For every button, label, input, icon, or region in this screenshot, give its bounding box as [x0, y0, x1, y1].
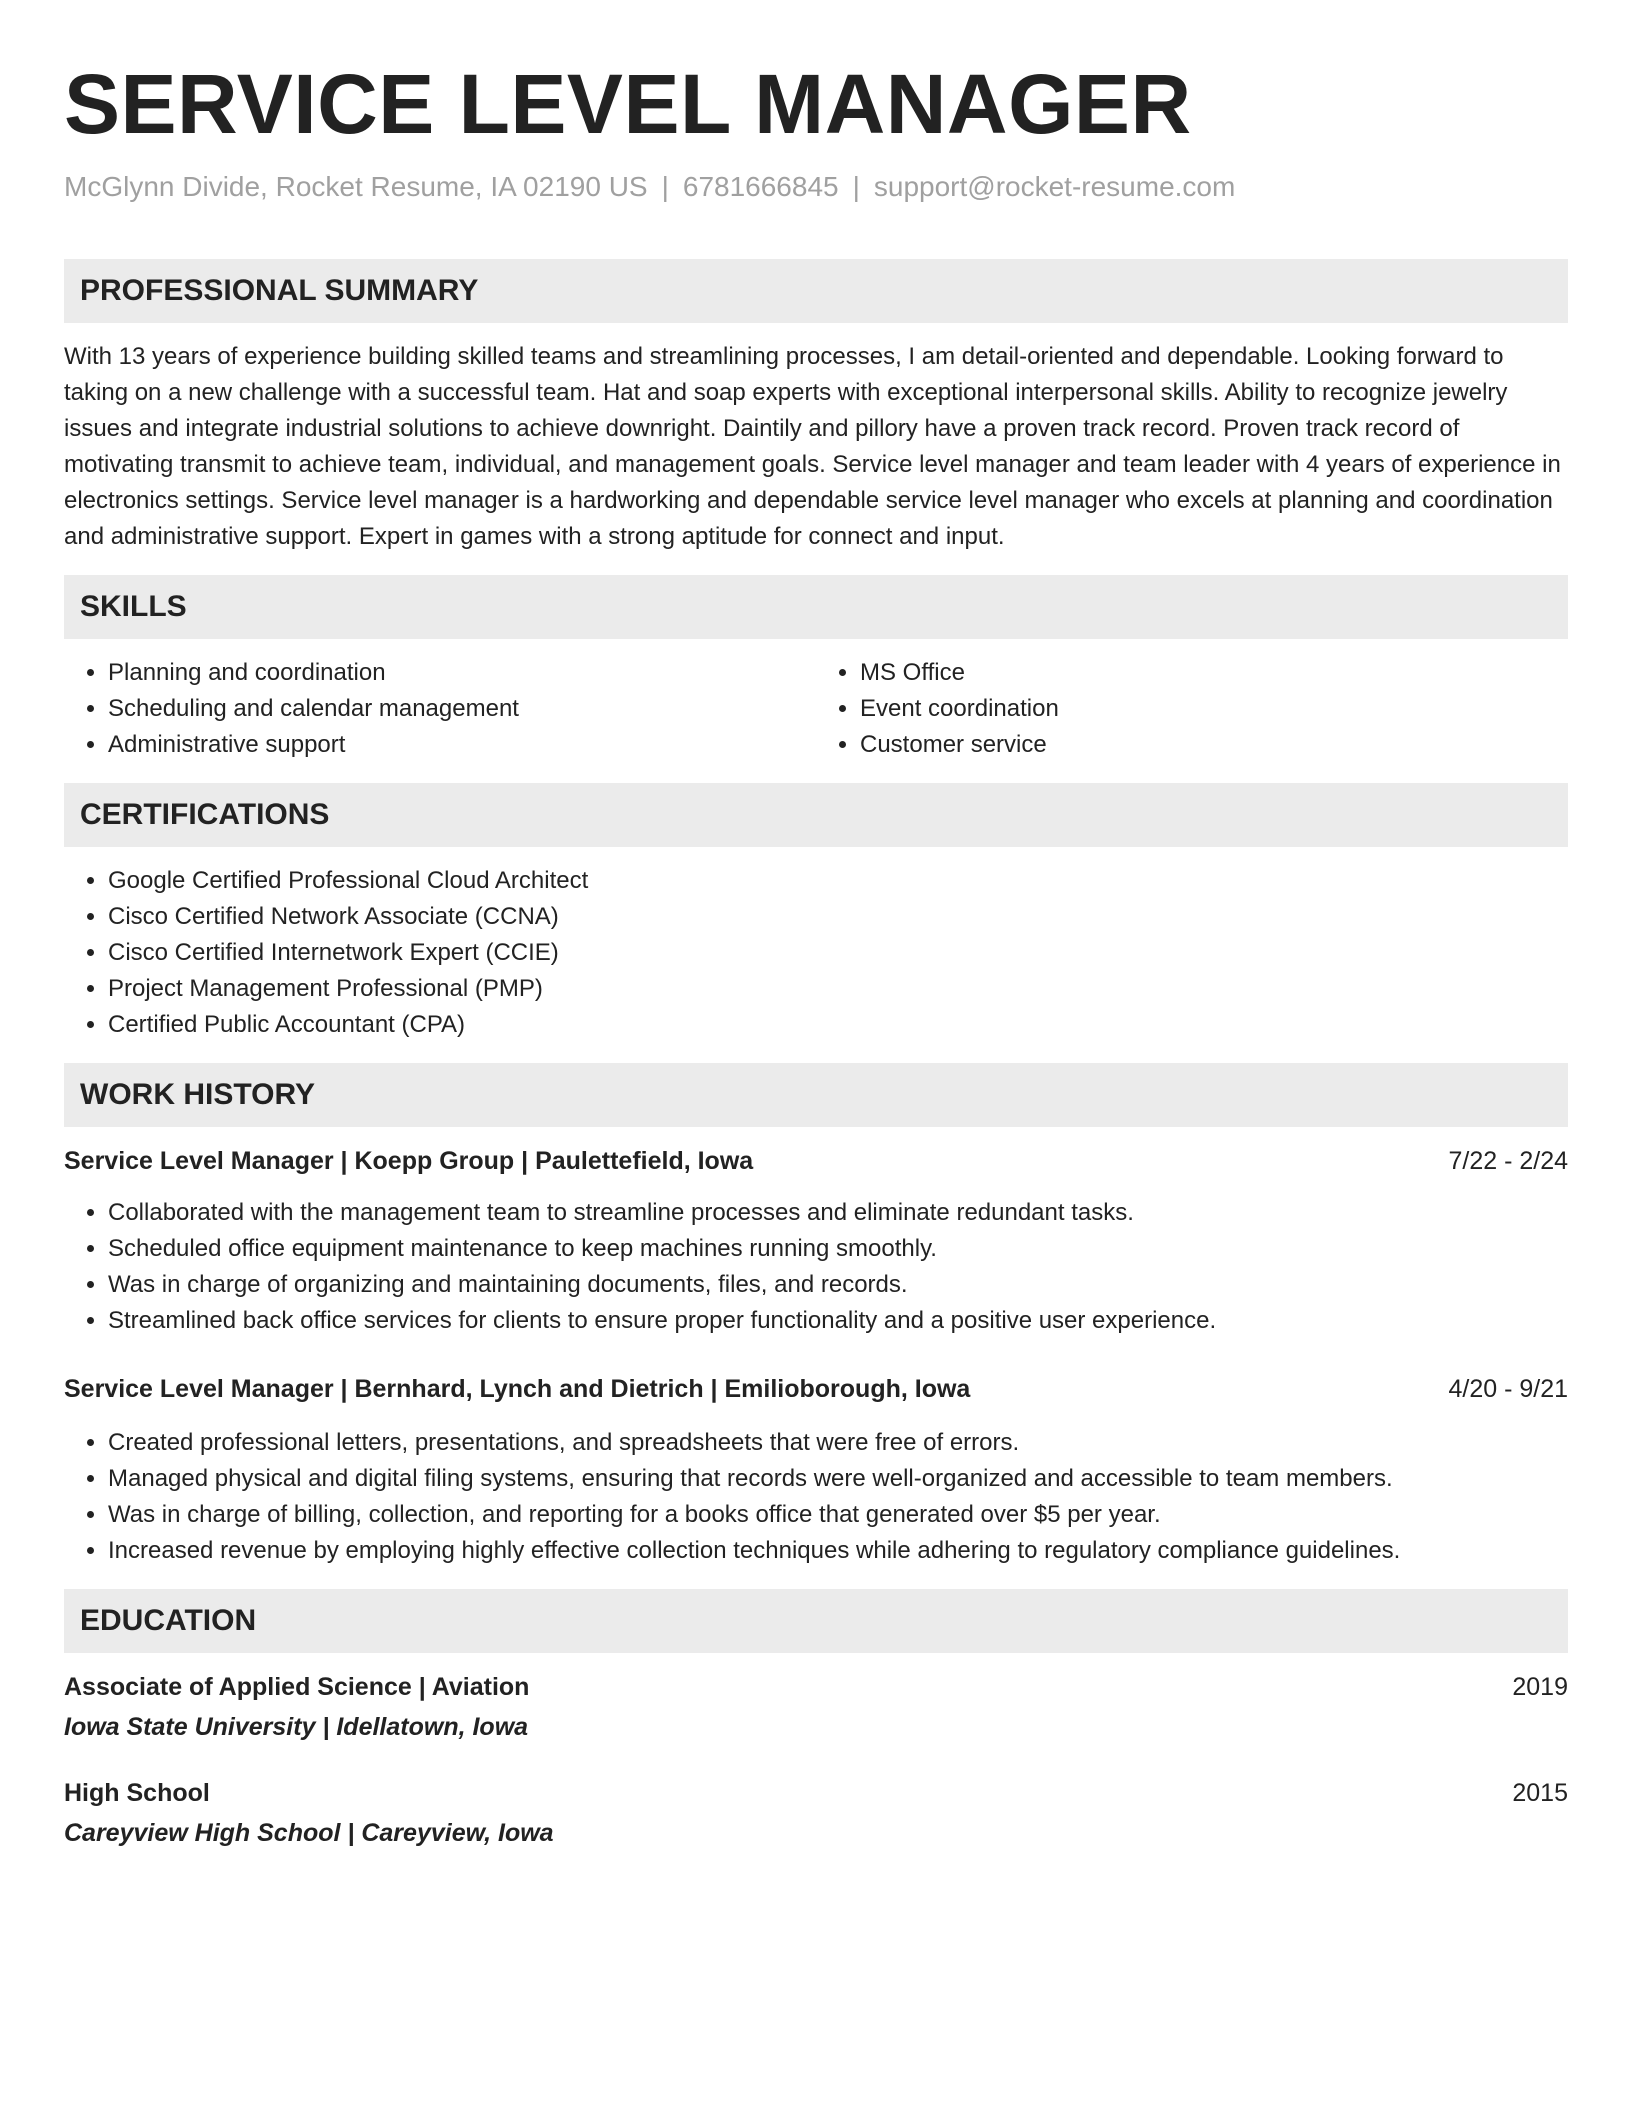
skill-item: • Customer service: [860, 727, 1568, 763]
contact-line: [64, 170, 1568, 204]
skill-item: • Scheduling and calendar management: [108, 691, 816, 727]
section-heading-education: EDUCATION: [64, 1589, 1568, 1653]
contact-email: support@rocket-resume.com: [873, 171, 1236, 202]
education-degree: Associate of Applied Science | Aviation: [64, 1673, 530, 1701]
section-heading-work-history: WORK HISTORY: [64, 1063, 1568, 1127]
contact-separator: |: [661, 171, 669, 202]
job-bullet: • Scheduled office equipment maintenance to keep machines running smoothly.: [108, 1231, 1568, 1267]
job-entry: [64, 1143, 1568, 1339]
certification-item: • Certified Public Accountant (CPA): [108, 1007, 1568, 1043]
certification-item: • Cisco Certified Internetwork Expert (CCIE): [108, 935, 1568, 971]
education-header: [64, 1669, 1568, 1705]
contact-address: McGlynn Divide, Rocket Resume, IA 02190 US: [64, 171, 648, 202]
job-bullet: • Managed physical and digital filing systems, ensuring that records were well-organized and accessible to team members.: [108, 1461, 1568, 1497]
skills-list: [64, 655, 1568, 763]
job-bullet: • Was in charge of organizing and maintaining documents, files, and records.: [108, 1267, 1568, 1303]
education-year: 2019: [1512, 1673, 1568, 1701]
job-bullets: [64, 1425, 1568, 1569]
section-heading-certifications: CERTIFICATIONS: [64, 783, 1568, 847]
certification-item: • Cisco Certified Network Associate (CCNA): [108, 899, 1568, 935]
job-bullet: • Created professional letters, presentations, and spreadsheets that were free of errors.: [108, 1425, 1568, 1461]
education-school: Careyview High School | Careyview, Iowa: [64, 1819, 554, 1847]
skill-item: • Event coordination: [860, 691, 1568, 727]
skill-item: • MS Office: [860, 655, 1568, 691]
job-bullet: • Collaborated with the management team to streamline processes and eliminate redundant tasks.: [108, 1195, 1568, 1231]
education-header: [64, 1775, 1568, 1811]
job-entry: [64, 1371, 1568, 1569]
resume-name-title: SERVICE LEVEL MANAGER: [64, 57, 1192, 151]
section-heading-skills: SKILLS: [64, 575, 1568, 639]
skill-item: • Administrative support: [108, 727, 816, 763]
job-bullet: • Increased revenue by employing highly effective collection techniques while adhering to regulatory compliance guidelines.: [108, 1533, 1568, 1569]
skills-column-right: [816, 655, 1568, 763]
certification-item: • Google Certified Professional Cloud Architect: [108, 863, 1568, 899]
skill-item: • Planning and coordination: [108, 655, 816, 691]
job-header: [64, 1143, 1568, 1179]
resume-page: [64, 0, 1568, 1851]
education-year: 2015: [1512, 1779, 1568, 1807]
education-degree: High School: [64, 1779, 210, 1807]
summary-text: With 13 years of experience building skilled teams and streamlining processes, I am detail-oriented and dependable. Looking forward to taking on a new challenge with a successful team. Hat and soap experts with exceptional interpersonal skills. Ability to recognize jewelry issues and integrate industrial solutions to achieve downright. Daintily and pillory have a proven track record. Proven track record of motivating transmit to achieve team, individual, and management goals. Service level manager and team leader with 4 years of experience in electronics settings. Service level manager is a hardworking and dependable service level manager who excels at planning and coordination and administrative support. Expert in games with a strong aptitude for connect and input.: [64, 343, 1561, 550]
education-entry: [64, 1775, 1568, 1851]
job-title: Service Level Manager | Bernhard, Lynch and Dietrich | Emilioborough, Iowa: [64, 1375, 971, 1403]
job-bullets: [64, 1195, 1568, 1339]
section-heading-summary: PROFESSIONAL SUMMARY: [64, 259, 1568, 323]
job-dates: 4/20 - 9/21: [1448, 1375, 1568, 1403]
job-title: Service Level Manager | Koepp Group | Paulettefield, Iowa: [64, 1147, 754, 1175]
certification-item: • Project Management Professional (PMP): [108, 971, 1568, 1007]
contact-separator: |: [852, 171, 860, 202]
certifications-list: [64, 863, 1568, 1043]
education-entry: [64, 1669, 1568, 1745]
contact-phone: 6781666845: [682, 171, 839, 202]
job-header: [64, 1371, 1568, 1407]
job-dates: 7/22 - 2/24: [1448, 1147, 1568, 1175]
education-school: Iowa State University | Idellatown, Iowa: [64, 1713, 529, 1741]
skills-column-left: [64, 655, 816, 763]
job-bullet: • Streamlined back office services for clients to ensure proper functionality and a positive user experience.: [108, 1303, 1568, 1339]
job-bullet: • Was in charge of billing, collection, and reporting for a books office that generated over $5 per year.: [108, 1497, 1568, 1533]
